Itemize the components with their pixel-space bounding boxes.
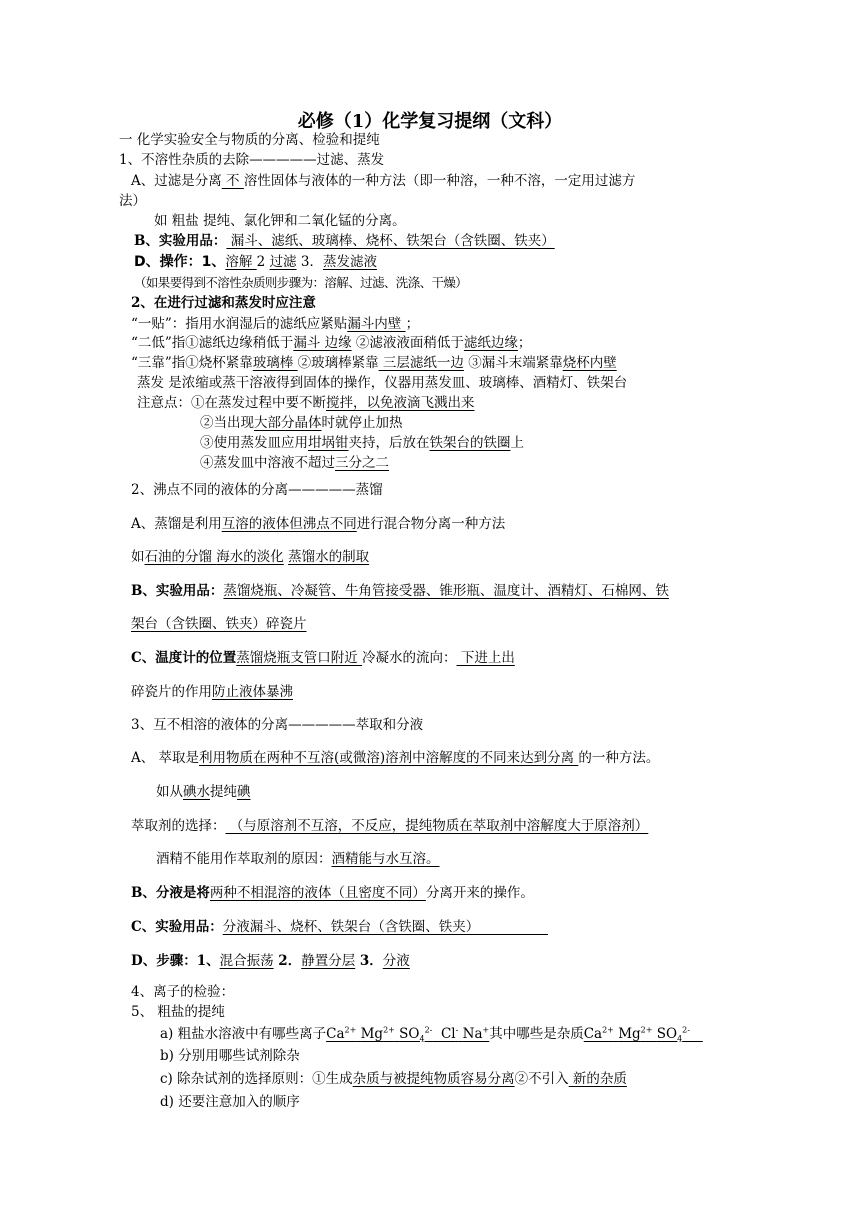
text-line: A、蒸馏是利用互溶的液体但沸点不同进行混合物分离一种方法 xyxy=(131,516,506,532)
text-line: 萃取剂的选择： （与原溶剂不互溶，不反应，提纯物质在萃取剂中溶解度大于原溶剂） xyxy=(131,818,649,834)
list-item: d) 还要注意加入的顺序 xyxy=(160,1094,300,1110)
text-line: 法） xyxy=(119,193,146,209)
list-item: c) 除杂试剂的选择原则：①生成杂质与被提纯物质容易分离②不引入 新的杂质 xyxy=(160,1071,627,1087)
text-line: “一贴”：指用水润湿后的滤纸应紧贴漏斗内壁 ； xyxy=(131,316,420,332)
text-line: ③使用蒸发皿应用坩埚钳夹持，后放在铁架台的铁圈上 xyxy=(200,435,524,451)
ion-list: $Ca^{2+}$ $Mg^{2+}$ $SO_4^{2-}$ Cl- Na+ xyxy=(326,1025,490,1044)
text-line: 碎瓷片的作用防止液体暴沸 xyxy=(131,684,293,700)
text-line: 注意点：①在蒸发过程中要不断搅拌，以免液滴飞溅出来 xyxy=(137,395,475,411)
text-line: A、 萃取是利用物质在两种不互溶(或微溶)溶剂中溶解度的不同来达到分离 的一种方法。 xyxy=(131,750,660,766)
subheading-distillation: 2、沸点不同的液体的分离—————蒸馏 xyxy=(131,482,383,498)
text-line: 如 粗盐 提纯、氯化钾和二氧化锰的分离。 xyxy=(154,213,406,229)
text-line: B、实验用品：蒸馏烧瓶、冷凝管、牛角管接受器、锥形瓶、温度计、酒精灯、石棉网、铁 xyxy=(131,583,669,599)
text-line: 酒精不能用作萃取剂的原因：酒精能与水互溶。 xyxy=(156,851,440,867)
text-line: 蒸发 是浓缩或蒸干溶液得到固体的操作，仪器用蒸发皿、玻璃棒、酒精灯、铁架台 xyxy=(137,375,628,391)
text-line: A、过滤是分离 不 溶性固体与液体的一种方法（即一种溶，一种不溶，一定用过滤方 xyxy=(131,173,636,189)
text-line: C、温度计的位置蒸馏烧瓶支管口附近 冷凝水的流向： 下进上出 xyxy=(131,650,515,666)
text-line: D、步骤：1、混合振荡 2．静置分层 3．分液 xyxy=(131,953,410,969)
subheading-extraction: 3、互不相溶的液体的分离—————萃取和分液 xyxy=(131,717,424,733)
text-line: 2、在进行过滤和蒸发时应注意 xyxy=(131,295,316,311)
text-line: B、实验用品： 漏斗、滤纸、玻璃棒、烧杯、铁架台（含铁圈、铁夹） xyxy=(134,233,555,249)
page-title: 必修（1）化学复习提纲（文科） xyxy=(297,111,563,132)
text-line: ②当出现大部分晶体时就停止加热 xyxy=(200,415,403,431)
list-item: a) 粗盐水溶液中有哪些离子$Ca^{2+}$ $Mg^{2+}$ $SO_4^{2-}$ Cl- Na+其中哪些是杂质$Ca^{2+}$ $Mg^{2+}$ $SO_4^{2-}$ xyxy=(160,1025,703,1043)
text-line: 架台（含铁圈、铁夹）碎瓷片 xyxy=(131,616,307,632)
text-line: “二低”指①滤纸边缘稍低于漏斗 边缘 ②滤液液面稍低于滤纸边缘； xyxy=(131,335,532,351)
text-line: ④蒸发皿中溶液不超过三分之二 xyxy=(200,455,389,471)
text-line: （如果要得到不溶性杂质则步骤为：溶解、过滤、洗涤、干燥） xyxy=(134,275,468,290)
text-line: 如从碘水提纯碘 xyxy=(156,784,251,800)
text-line: 如石油的分馏 海水的淡化 蒸馏水的制取 xyxy=(131,549,370,565)
list-item: b) 分别用哪些试剂除杂 xyxy=(160,1048,300,1064)
text-line: C、实验用品：分液漏斗、烧杯、铁架台（含铁圈、铁夹） xyxy=(131,919,548,935)
subheading-filtration: 1、不溶性杂质的去除—————过滤、蒸发 xyxy=(119,152,385,168)
section-heading-1: 一 化学实验安全与物质的分离、检验和提纯 xyxy=(119,132,380,148)
text-line: D、操作：1、溶解 2 过滤 3．蒸发滤液 xyxy=(134,254,377,270)
impurity-ion-list: $Ca^{2+}$ $Mg^{2+}$ $SO_4^{2-}$ xyxy=(583,1025,690,1044)
text-line: “三靠”指①烧杯紧靠玻璃棒 ②玻璃棒紧靠 三层滤纸一边 ③漏斗末端紧靠烧杯内壁 xyxy=(131,355,617,371)
text-line: B、分液是将两种不相混溶的液体（且密度不同）分离开来的操作。 xyxy=(131,885,534,901)
subheading-salt-purification: 5、 粗盐的提纯 xyxy=(131,1004,225,1020)
subheading-ion-test: 4、离子的检验： xyxy=(131,984,235,1000)
